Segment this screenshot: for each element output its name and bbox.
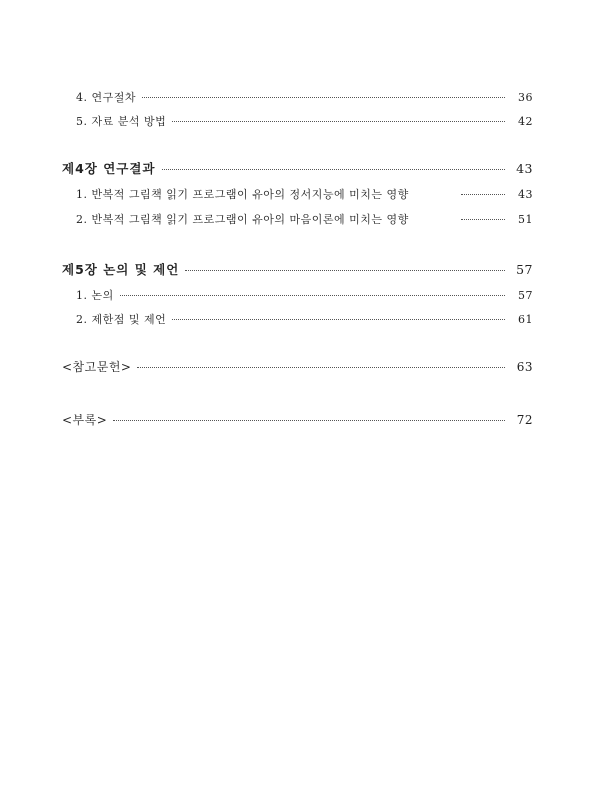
dot-leader — [162, 169, 506, 170]
toc-entry-emotional-intelligence[interactable] — [76, 186, 533, 202]
dot-leader — [142, 97, 505, 98]
toc-chapter-4-results[interactable] — [62, 159, 533, 177]
toc-entry-label: <참고문헌> — [62, 360, 132, 374]
dot-leader — [185, 270, 505, 271]
toc-entry-discussion[interactable] — [76, 287, 533, 303]
toc-entry-label: 1. 반복적 그림책 읽기 프로그램이 유아의 정서지능에 미치는 영향 — [76, 188, 409, 201]
toc-entry-label: 1. 논의 — [76, 289, 114, 302]
toc-page-number: 57 — [516, 262, 533, 277]
toc-entry-data-analysis[interactable] — [76, 113, 533, 129]
toc-entry-label: 2. 제한점 및 제언 — [76, 313, 167, 326]
toc-page-number: 61 — [518, 313, 533, 326]
toc-entry-references[interactable] — [62, 358, 533, 375]
toc-entry-label: 2. 반복적 그림책 읽기 프로그램이 유아의 마음이론에 미치는 영향 — [76, 213, 409, 226]
toc-page-number: 42 — [518, 115, 533, 128]
toc-chapter-title: 제4장 연구결과 — [62, 161, 156, 176]
toc-entry-limitations[interactable] — [76, 311, 533, 327]
dot-leader — [172, 319, 505, 320]
toc-page-number: 36 — [518, 91, 533, 104]
toc-page-number: 51 — [518, 213, 533, 226]
toc-entry-label: 5. 자료 분석 방법 — [76, 115, 167, 128]
toc-entry-label: 4. 연구절차 — [76, 91, 136, 104]
dot-leader — [461, 219, 505, 220]
toc-page-number: 43 — [516, 161, 533, 176]
toc-entry-theory-of-mind[interactable] — [76, 211, 533, 227]
dot-leader — [172, 121, 505, 122]
toc-page-number: 63 — [516, 360, 533, 374]
toc-entry-appendix[interactable] — [62, 411, 533, 428]
toc-entry-research-procedure[interactable] — [76, 89, 533, 105]
toc-page-number: 72 — [516, 413, 533, 427]
dot-leader — [120, 295, 505, 296]
toc-page-number: 43 — [518, 188, 533, 201]
toc-chapter-title: 제5장 논의 및 제언 — [62, 262, 180, 277]
toc-page-number: 57 — [518, 289, 533, 302]
dot-leader — [113, 420, 505, 421]
toc-chapter-5-discussion[interactable] — [62, 260, 533, 278]
dot-leader — [461, 194, 505, 195]
toc-entry-label: <부록> — [62, 413, 108, 427]
dot-leader — [137, 367, 505, 368]
